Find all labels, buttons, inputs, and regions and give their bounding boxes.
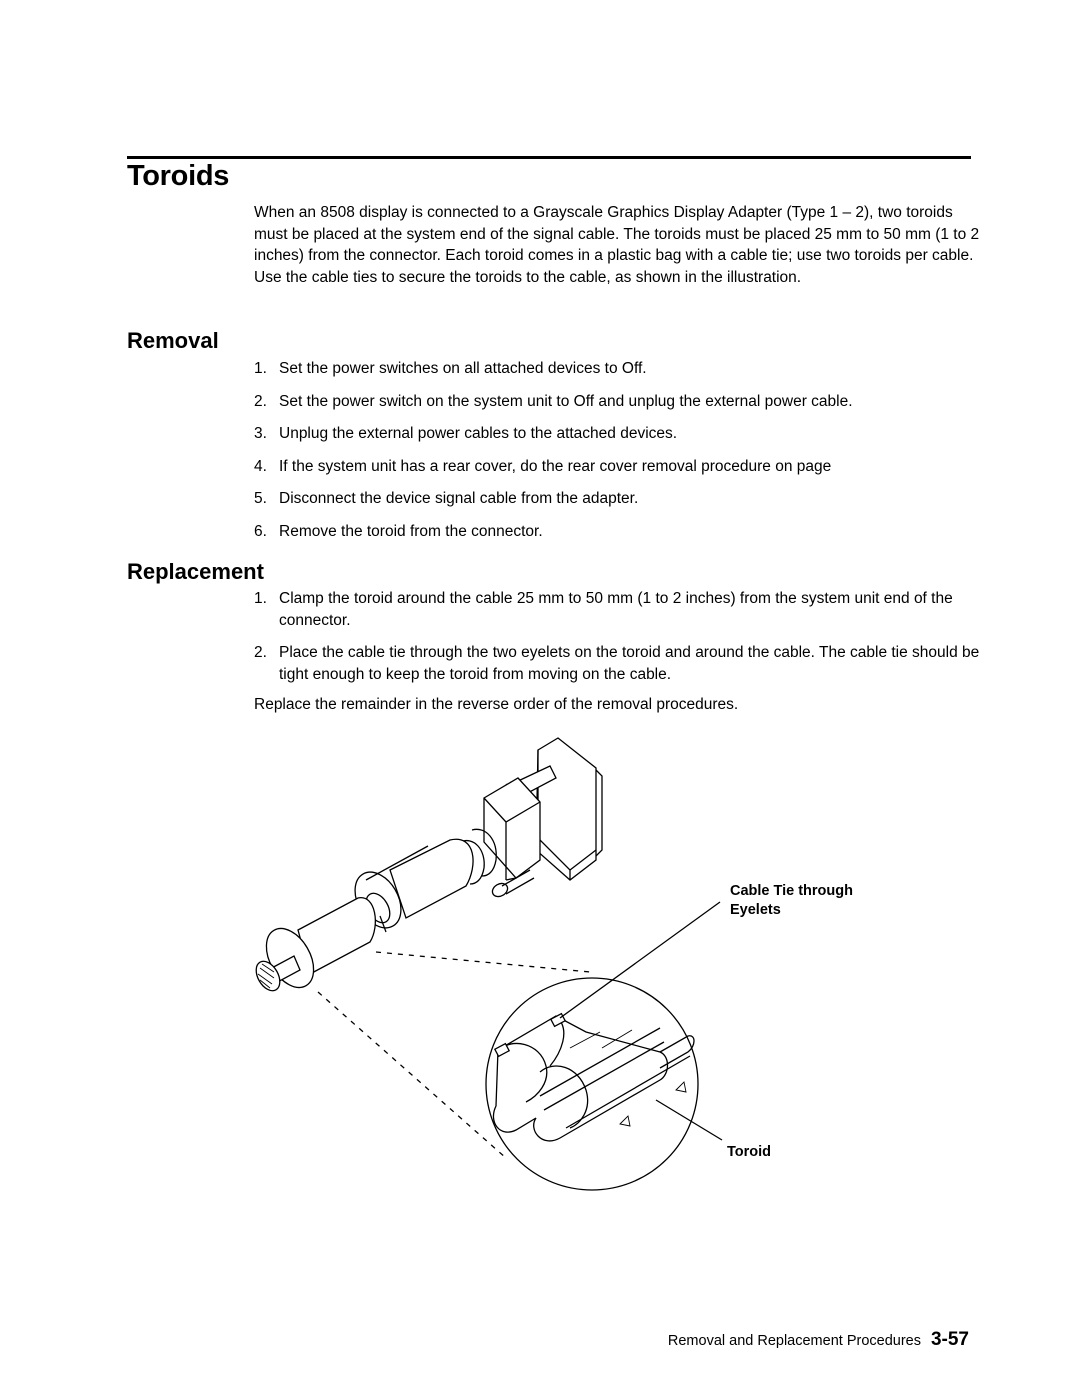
connector bbox=[460, 738, 602, 899]
dashed-guide-bottom bbox=[318, 992, 506, 1158]
list-item: 1. Set the power switches on all attached devices to Off. bbox=[254, 360, 647, 377]
connector-toroid-drawing bbox=[240, 730, 920, 1210]
list-item: 6. Remove the toroid from the connector. bbox=[254, 522, 543, 540]
list-item: 3. Unplug the external power cables to the attached devices. bbox=[254, 425, 678, 442]
eyelets-leader-line bbox=[560, 902, 720, 1018]
intro-paragraph: When an 8508 display is connected to a Grayscale Graphics Display Adapter (Type 1 – 2), two toroids must be placed at the system end of the signal cable. The toroids must be placed 25 mm to 50 mm (1 to 2 inches) from the connector. Each toroid comes in a plastic bag with a cable tie; use two toroids per cable. Use the cable ties to secure the toroids to the cable, as shown in the illustration. bbox=[254, 204, 980, 286]
toroid-callout: Toroid bbox=[727, 1144, 772, 1160]
toroid-detail bbox=[493, 902, 722, 1141]
page-title: Toroids bbox=[127, 160, 230, 192]
page-number: 3-57 bbox=[930, 1329, 969, 1350]
replacement-steps bbox=[254, 588, 984, 685]
title-rule bbox=[127, 156, 971, 159]
list-item: 1. Clamp the toroid around the cable 25 mm to 50 mm (1 to 2 inches) from the system unit end of the connector. bbox=[254, 590, 953, 629]
closing-paragraph: Replace the remainder in the reverse order of the removal procedures. bbox=[254, 696, 739, 713]
dashed-guide-top bbox=[376, 952, 590, 972]
page-footer bbox=[668, 1329, 969, 1351]
footer-section-title: Removal and Replacement Procedures bbox=[667, 1333, 921, 1349]
toroid-illustration bbox=[240, 730, 920, 1210]
toroid-leader-line bbox=[656, 1100, 722, 1140]
cable bbox=[251, 839, 473, 995]
list-item: 2. Set the power switch on the system unit to Off and unplug the external power cable. bbox=[254, 392, 853, 410]
list-item: 2. Place the cable tie through the two eyelets on the toroid and around the cable. The cable tie should be tight enough to keep the toroid from moving on the cable. bbox=[254, 644, 980, 683]
list-item: 5. Disconnect the device signal cable from the adapter. bbox=[254, 490, 639, 507]
removal-heading: Removal bbox=[127, 328, 219, 353]
replacement-heading: Replacement bbox=[127, 559, 264, 584]
list-item: 4. If the system unit has a rear cover, do the rear cover removal procedure on page bbox=[254, 457, 832, 475]
removal-steps bbox=[254, 358, 984, 542]
eyelets-callout: Cable Tie through Eyelets bbox=[730, 883, 853, 918]
